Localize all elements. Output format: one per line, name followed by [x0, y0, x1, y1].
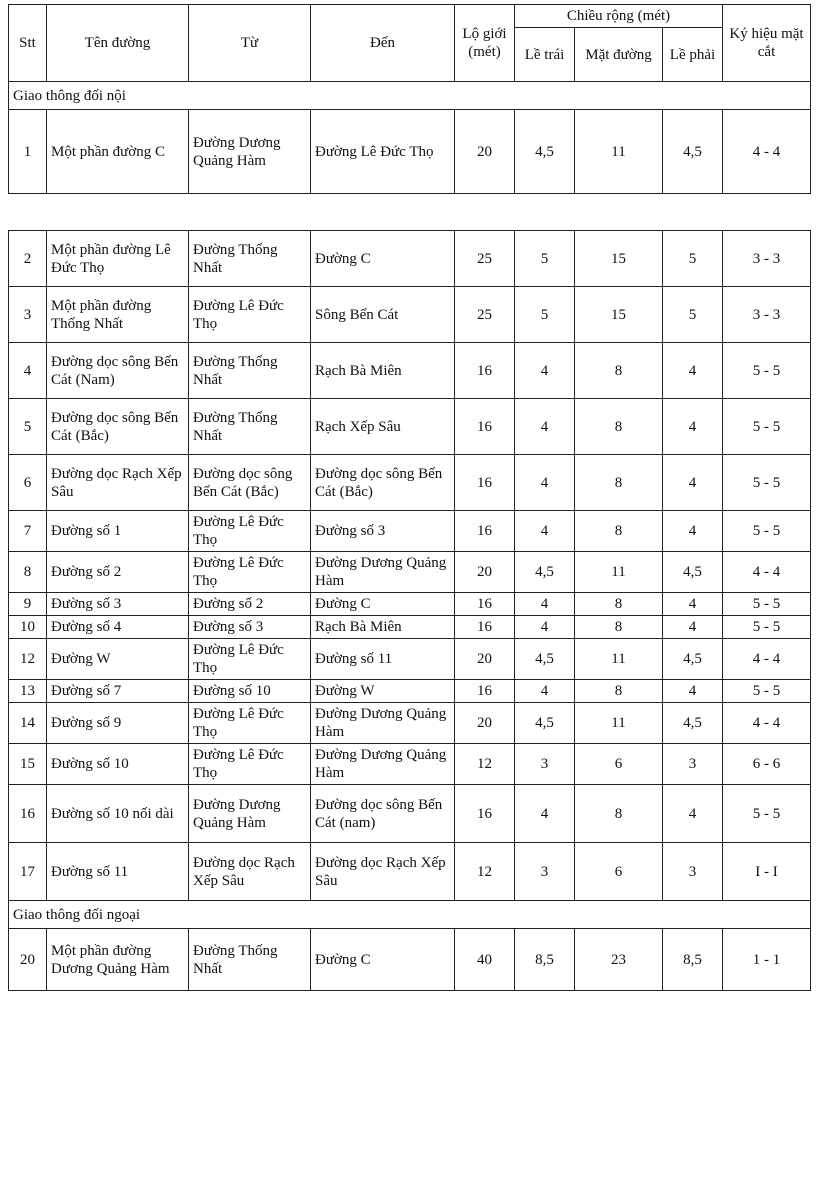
cell-to: Đường số 3	[311, 511, 455, 552]
cell-name: Đường số 1	[47, 511, 189, 552]
table-row	[9, 616, 811, 639]
cell-left: 4,5	[515, 552, 575, 593]
header-road-surface: Mặt đường	[575, 28, 663, 82]
cell-from: Đường số 10	[189, 680, 311, 703]
table-row	[9, 231, 811, 287]
cell-right: 5	[663, 287, 723, 343]
cell-row-limit: 16	[455, 616, 515, 639]
table-row	[9, 343, 811, 399]
header-to: Đến	[311, 5, 455, 82]
cell-to: Đường dọc sông Bến Cát (Bắc)	[311, 455, 455, 511]
cell-left: 4	[515, 616, 575, 639]
table-row	[9, 843, 811, 901]
table-row	[9, 680, 811, 703]
cell-surface: 8	[575, 593, 663, 616]
header-name: Tên đường	[47, 5, 189, 82]
cell-from: Đường Lê Đức Thọ	[189, 287, 311, 343]
cell-name: Đường số 3	[47, 593, 189, 616]
cell-stt: 10	[9, 616, 47, 639]
cell-left: 4	[515, 593, 575, 616]
cell-left: 4,5	[515, 639, 575, 680]
cell-from: Đường Thống Nhất	[189, 929, 311, 991]
cell-to: Rạch Bà Miên	[311, 616, 455, 639]
cell-symbol: 5 - 5	[723, 455, 811, 511]
section-external	[9, 901, 811, 929]
cell-from: Đường Lê Đức Thọ	[189, 703, 311, 744]
cell-symbol: 3 - 3	[723, 231, 811, 287]
cell-from: Đường Lê Đức Thọ	[189, 511, 311, 552]
cell-name: Một phần đường Dương Quảng Hàm	[47, 929, 189, 991]
header-row	[9, 5, 811, 28]
cell-right: 4	[663, 680, 723, 703]
section-label: Giao thông đối nội	[9, 82, 811, 110]
header-row-limit: Lộ giới (mét)	[455, 5, 515, 82]
header-right-side: Lề phải	[663, 28, 723, 82]
cell-from: Đường dọc Rạch Xếp Sâu	[189, 843, 311, 901]
cell-left: 8,5	[515, 929, 575, 991]
cell-from: Đường Lê Đức Thọ	[189, 744, 311, 785]
cell-to: Đường dọc Rạch Xếp Sâu	[311, 843, 455, 901]
road-table-page2	[8, 230, 811, 991]
cell-symbol: 6 - 6	[723, 744, 811, 785]
cell-left: 3	[515, 843, 575, 901]
cell-to: Đường C	[311, 929, 455, 991]
road-table-page1	[8, 4, 811, 194]
cell-row-limit: 16	[455, 785, 515, 843]
cell-name: Đường số 11	[47, 843, 189, 901]
cell-name: Một phần đường C	[47, 110, 189, 194]
cell-to: Đường số 11	[311, 639, 455, 680]
cell-surface: 11	[575, 110, 663, 194]
cell-surface: 11	[575, 639, 663, 680]
cell-right: 3	[663, 843, 723, 901]
cell-surface: 8	[575, 455, 663, 511]
cell-surface: 8	[575, 785, 663, 843]
cell-left: 4	[515, 511, 575, 552]
cell-surface: 11	[575, 703, 663, 744]
cell-right: 3	[663, 744, 723, 785]
table-row	[9, 703, 811, 744]
cell-from: Đường Lê Đức Thọ	[189, 639, 311, 680]
cell-right: 4	[663, 343, 723, 399]
cell-stt: 4	[9, 343, 47, 399]
header-stt: Stt	[9, 5, 47, 82]
cell-surface: 6	[575, 843, 663, 901]
cell-row-limit: 20	[455, 703, 515, 744]
table-row	[9, 785, 811, 843]
cell-right: 4,5	[663, 703, 723, 744]
cell-surface: 6	[575, 744, 663, 785]
cell-symbol: 5 - 5	[723, 343, 811, 399]
cell-left: 4	[515, 399, 575, 455]
cell-left: 4	[515, 680, 575, 703]
cell-from: Đường Dương Quảng Hàm	[189, 110, 311, 194]
cell-symbol: 3 - 3	[723, 287, 811, 343]
cell-surface: 15	[575, 231, 663, 287]
cell-to: Đường C	[311, 593, 455, 616]
cell-row-limit: 16	[455, 593, 515, 616]
cell-symbol: 5 - 5	[723, 680, 811, 703]
cell-row-limit: 40	[455, 929, 515, 991]
cell-name: Đường số 4	[47, 616, 189, 639]
cell-stt: 5	[9, 399, 47, 455]
table-row	[9, 929, 811, 991]
cell-to: Đường W	[311, 680, 455, 703]
cell-stt: 16	[9, 785, 47, 843]
cell-row-limit: 16	[455, 399, 515, 455]
cell-surface: 8	[575, 616, 663, 639]
table-row	[9, 639, 811, 680]
cell-from: Đường Dương Quảng Hàm	[189, 785, 311, 843]
cell-from: Đường Thống Nhất	[189, 343, 311, 399]
cell-to: Rạch Bà Miên	[311, 343, 455, 399]
cell-name: Đường dọc Rạch Xếp Sâu	[47, 455, 189, 511]
header-from: Từ	[189, 5, 311, 82]
cell-row-limit: 16	[455, 343, 515, 399]
header-left-side: Lề trái	[515, 28, 575, 82]
cell-left: 5	[515, 287, 575, 343]
cell-to: Đường C	[311, 231, 455, 287]
cell-left: 4	[515, 343, 575, 399]
cell-row-limit: 25	[455, 231, 515, 287]
cell-surface: 23	[575, 929, 663, 991]
cell-right: 4	[663, 593, 723, 616]
cell-stt: 20	[9, 929, 47, 991]
cell-left: 4	[515, 455, 575, 511]
cell-from: Đường số 2	[189, 593, 311, 616]
cell-symbol: 5 - 5	[723, 511, 811, 552]
cell-row-limit: 16	[455, 680, 515, 703]
cell-name: Đường dọc sông Bến Cát (Nam)	[47, 343, 189, 399]
cell-surface: 15	[575, 287, 663, 343]
cell-stt: 6	[9, 455, 47, 511]
cell-from: Đường Thống Nhất	[189, 399, 311, 455]
cell-row-limit: 12	[455, 843, 515, 901]
cell-right: 4	[663, 399, 723, 455]
cell-right: 4	[663, 785, 723, 843]
cell-right: 4,5	[663, 639, 723, 680]
cell-name: Đường số 10 nối dài	[47, 785, 189, 843]
cell-symbol: 1 - 1	[723, 929, 811, 991]
cell-name: Đường số 9	[47, 703, 189, 744]
cell-stt: 2	[9, 231, 47, 287]
cell-from: Đường số 3	[189, 616, 311, 639]
cell-surface: 8	[575, 343, 663, 399]
table-row	[9, 552, 811, 593]
header-section-symbol: Ký hiệu mặt cắt	[723, 5, 811, 82]
cell-to: Đường Dương Quảng Hàm	[311, 744, 455, 785]
cell-row-limit: 20	[455, 639, 515, 680]
cell-stt: 14	[9, 703, 47, 744]
cell-symbol: 5 - 5	[723, 616, 811, 639]
cell-stt: 12	[9, 639, 47, 680]
cell-symbol: I - I	[723, 843, 811, 901]
cell-stt: 8	[9, 552, 47, 593]
cell-name: Đường W	[47, 639, 189, 680]
cell-from: Đường Thống Nhất	[189, 231, 311, 287]
cell-right: 8,5	[663, 929, 723, 991]
table-row	[9, 744, 811, 785]
cell-row-limit: 16	[455, 455, 515, 511]
cell-to: Đường Dương Quảng Hàm	[311, 703, 455, 744]
cell-from: Đường Lê Đức Thọ	[189, 552, 311, 593]
section-internal	[9, 82, 811, 110]
cell-right: 5	[663, 231, 723, 287]
cell-symbol: 5 - 5	[723, 399, 811, 455]
cell-stt: 17	[9, 843, 47, 901]
table-row	[9, 110, 811, 194]
cell-name: Đường số 7	[47, 680, 189, 703]
cell-stt: 15	[9, 744, 47, 785]
cell-stt: 9	[9, 593, 47, 616]
cell-row-limit: 25	[455, 287, 515, 343]
cell-symbol: 4 - 4	[723, 552, 811, 593]
cell-to: Đường Lê Đức Thọ	[311, 110, 455, 194]
cell-right: 4	[663, 455, 723, 511]
cell-left: 4	[515, 785, 575, 843]
cell-stt: 1	[9, 110, 47, 194]
cell-right: 4,5	[663, 552, 723, 593]
table-row	[9, 455, 811, 511]
cell-to: Rạch Xếp Sâu	[311, 399, 455, 455]
cell-row-limit: 16	[455, 511, 515, 552]
cell-left: 4,5	[515, 703, 575, 744]
cell-stt: 7	[9, 511, 47, 552]
cell-name: Đường số 10	[47, 744, 189, 785]
cell-to: Sông Bến Cát	[311, 287, 455, 343]
cell-name: Một phần đường Lê Đức Thọ	[47, 231, 189, 287]
cell-stt: 3	[9, 287, 47, 343]
cell-surface: 8	[575, 511, 663, 552]
cell-symbol: 5 - 5	[723, 593, 811, 616]
cell-to: Đường dọc sông Bến Cát (nam)	[311, 785, 455, 843]
table-row	[9, 593, 811, 616]
cell-to: Đường Dương Quảng Hàm	[311, 552, 455, 593]
cell-symbol: 4 - 4	[723, 110, 811, 194]
table-row	[9, 399, 811, 455]
cell-surface: 8	[575, 399, 663, 455]
cell-right: 4	[663, 511, 723, 552]
cell-name: Đường dọc sông Bến Cát (Bắc)	[47, 399, 189, 455]
cell-symbol: 4 - 4	[723, 639, 811, 680]
cell-row-limit: 20	[455, 110, 515, 194]
cell-name: Một phần đường Thống Nhất	[47, 287, 189, 343]
cell-name: Đường số 2	[47, 552, 189, 593]
cell-from: Đường dọc sông Bến Cát (Bắc)	[189, 455, 311, 511]
cell-symbol: 4 - 4	[723, 703, 811, 744]
cell-row-limit: 12	[455, 744, 515, 785]
cell-left: 5	[515, 231, 575, 287]
cell-left: 3	[515, 744, 575, 785]
cell-stt: 13	[9, 680, 47, 703]
cell-surface: 11	[575, 552, 663, 593]
cell-left: 4,5	[515, 110, 575, 194]
cell-right: 4	[663, 616, 723, 639]
section-label: Giao thông đối ngoại	[9, 901, 811, 929]
table-row	[9, 511, 811, 552]
header-width-group: Chiều rộng (mét)	[515, 5, 723, 28]
table-row	[9, 287, 811, 343]
cell-right: 4,5	[663, 110, 723, 194]
cell-surface: 8	[575, 680, 663, 703]
cell-row-limit: 20	[455, 552, 515, 593]
cell-symbol: 5 - 5	[723, 785, 811, 843]
